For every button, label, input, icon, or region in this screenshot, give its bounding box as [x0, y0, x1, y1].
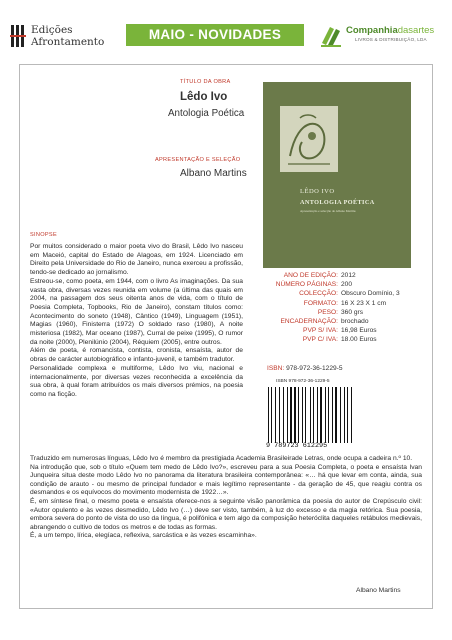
title-label: TÍTULO DA OBRA: [180, 79, 231, 85]
right-logo-sub: LIVROS & DISTRIBUIÇÃO, LDA: [355, 37, 427, 42]
sinopse-paragraph: Além de poeta, é romancista, contista, cronista, ensaísta, autor de obras de carácter autobiográfico e infanto-juvenil, e também tradutor.: [30, 347, 243, 364]
spec-key: NÚMERO PÁGINAS:: [275, 281, 338, 289]
spec-key: PVP C/ IVA:: [302, 336, 338, 344]
sinopse-paragraph: Personalidade complexa e multiforme, Lêdo Ivo viu, nacional e internacionalmente, por diversas vezes reconhecida a excelência da sua obra, à qual foram atribuídos os mais diversos prémios, na poesia como na ficção.: [30, 364, 243, 398]
spec-key: COLECÇÃO:: [299, 290, 338, 298]
cover-subtitle: Apresentação e selecção de Albano Martins: [300, 209, 356, 213]
book-author: Lêdo Ivo: [180, 91, 228, 103]
spec-weight: [250, 308, 415, 317]
cover-title: ANTOLOGIA POÉTICA: [300, 199, 375, 206]
spec-key: FORMATO:: [303, 299, 338, 307]
spec-value: Obscuro Domínio, 3: [341, 290, 400, 298]
spec-key: ANO DE EDIÇÃO:: [283, 272, 338, 279]
right-logo-name-main: Companhia: [346, 25, 398, 36]
barcode: [266, 379, 352, 453]
spec-value: 16,98 Euros: [341, 327, 377, 335]
book-specs: [250, 271, 415, 345]
cover-illustration-icon: [280, 106, 338, 172]
isbn-line: [267, 365, 343, 372]
cover-author: LÊDO IVO: [300, 188, 335, 195]
right-logo-name-accent: dasartes: [397, 25, 435, 36]
edicoes-afrontamento-logo: [9, 21, 119, 61]
barcode-top-text: ISBN 978-972-36-1229-5: [276, 379, 330, 384]
bottom-paragraph: Na introdução que, sob o título «Quem tem medo de Lêdo Ivo?», escreveu para a sua Poesia Completa, o poeta e ensaísta Ivan Junqueira situa deste modo Lêdo Ivo no panorama da literatura brasileira contemporânea: «… há que levar em conta, ainda, sua condição de arauto - ou mesmo de principal fundador e mais legítimo representante - da geração de 45, que reagiu contra os desmandos e os equívocos do movimento modernista de 1922…».: [30, 463, 422, 497]
signature: Albano Martins: [356, 587, 401, 594]
sinopse-paragraph: Estreou-se, como poeta, em 1944, com o livro As imaginações. Da sua vasta obra, diversas vezes reunida em volume (a última das quais em 2004, na passagem dos seus oitenta anos de vida, com o título de Poesia Completa, Topbooks, Rio de Janeiro), constam títulos como: Acontecimento do soneto (1948), Cântico (1949), Linguagem (1951), Magias (1960), Finisterra (1972) O soldado raso (1980), A noite misteriosa (1982), Mar oceano (1987), Curral de peixe (1995), O rumor da noite (2000), Plenilúnio (2004), Réquiem (2005), entre outros.: [30, 277, 243, 346]
companhia-das-artes-logo: [320, 23, 448, 51]
header-banner: MAIO - NOVIDADES: [126, 24, 304, 46]
isbn-key: ISBN:: [267, 365, 285, 372]
sinopse-label: SINOPSE: [30, 232, 57, 238]
spec-value: 18.00 Euros: [341, 336, 377, 344]
publisher-logo-icon: [9, 23, 27, 49]
spec-value: brochado: [341, 318, 369, 326]
spec-year: [250, 271, 415, 280]
sinopse-paragraph: Por muitos considerado o maior poeta vivo do Brasil, Lêdo Ivo nasceu em Maceió, capital do Estado de Alagoas, em 1924. Licenciado em Direito pela Universidade do Rio de Janeiro, nunca exerceu a profissão, tendo-se dedicado ao jornalismo.: [30, 243, 244, 277]
spec-value: 200: [341, 281, 353, 289]
presenter-label: APRESENTAÇÃO E SELEÇÃO: [155, 157, 241, 163]
book-title: Antologia Poética: [168, 108, 245, 119]
bottom-text: [30, 455, 422, 541]
right-logo-name: [346, 25, 434, 36]
spec-value: 16 X 23 X 1 cm: [341, 299, 387, 307]
spec-key: PESO:: [317, 308, 338, 316]
presenter-name: Albano Martins: [180, 168, 247, 179]
book-stack-icon: [320, 23, 342, 47]
spec-price-no-vat: [250, 326, 415, 335]
spec-value: 360 grs: [341, 308, 363, 316]
bottom-paragraph: É, em síntese final, o mesmo poeta e ensaísta oferece-nos a seguinte visão panorâmica da poesia do autor de Crepúsculo civil: «Autor opulento e às vezes desmedido, Lêdo Ivo (…) deve ser visto, também, à luz do excesso e da magia retórica. Sua poesia, embora severa do ponto de vista do uso da língua, é polifónica e tem algo da composição heteróclita daqueles retábulos medievais, abrangendo o cultivo de todos os metros e de todas as formas.: [30, 497, 422, 531]
spec-price-vat: [250, 335, 415, 344]
spec-binding: [250, 317, 415, 326]
spec-format: [250, 299, 415, 308]
spec-pages: [250, 280, 415, 289]
bottom-paragraph: É, a um tempo, lírica, elegíaca, reflexiva, sarcástica e às vezes escarninha».: [30, 532, 257, 540]
spec-value: 2012: [341, 272, 356, 279]
sinopse-text: [30, 243, 243, 400]
spec-key: ENCADERNAÇÃO:: [280, 318, 338, 326]
book-cover: [263, 82, 411, 268]
spec-collection: [250, 289, 415, 298]
barcode-number: 9 789723 612295: [266, 442, 328, 450]
barcode-bars-icon: [268, 387, 352, 443]
bottom-paragraph: Traduzido em numerosas línguas, Lêdo Ivo é membro da prestigiada Academia Brasileirade Letras, onde ocupa a cadeira n.º 10.: [30, 455, 413, 462]
isbn-value: 978-972-36-1229-5: [286, 365, 343, 372]
left-logo-line1: Edições: [31, 24, 73, 36]
spec-key: PVP S/ IVA:: [303, 327, 338, 335]
left-logo-line2: Afrontamento: [31, 36, 105, 48]
